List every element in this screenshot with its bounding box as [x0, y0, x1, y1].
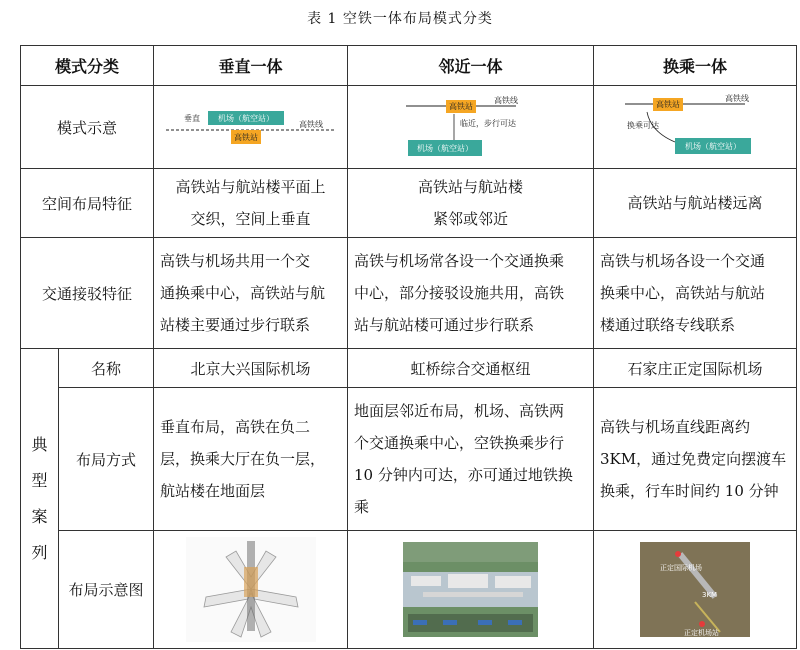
label-char: 典: [31, 434, 48, 454]
schematic-label: 模式示意: [21, 86, 154, 169]
case-diagram-1: [154, 531, 348, 649]
station-map-label: 正定机场站: [684, 629, 720, 637]
header-transfer: 换乘一体: [594, 46, 797, 86]
vertical-tag: 垂直: [183, 114, 200, 123]
schematic-adjacent: [348, 86, 594, 169]
schematic-vertical: [154, 86, 348, 169]
airport-text: 机场（航空站）: [416, 144, 473, 153]
vertical-diagram: [166, 97, 336, 157]
schematic-row: [21, 86, 797, 169]
hsr-text: 高铁站: [233, 133, 258, 142]
rail-line-text: 高铁线: [725, 94, 750, 103]
label-char: 列: [31, 542, 48, 562]
case-diagram-row: [21, 531, 797, 649]
case-name-label: 名称: [59, 349, 154, 388]
transport-c2: [348, 238, 594, 349]
text-line: 交织，空间上垂直: [190, 210, 311, 228]
text-line: 个交通换乘中心，空铁换乘步行: [354, 434, 565, 452]
space-c2: [348, 169, 594, 238]
mode-classification-table: [20, 45, 797, 649]
zhengding-plan-image: [640, 542, 750, 637]
header-vertical: 垂直一体: [154, 46, 348, 86]
hsr-text: 高铁站: [656, 100, 681, 109]
transfer-diagram: [615, 92, 775, 162]
transport-c1: [154, 238, 348, 349]
label-char: 型: [31, 470, 48, 490]
case-name-row: [21, 349, 797, 388]
text-line: 垂直布局，高铁在负二: [160, 418, 311, 436]
text-line: 航站楼在地面层: [160, 482, 266, 500]
schematic-transfer: [594, 86, 797, 169]
transport-label: 交通接驳特征: [21, 238, 154, 349]
case-name-1: 北京大兴国际机场: [154, 349, 348, 388]
case-name-2: 虹桥综合交通枢纽: [348, 349, 594, 388]
space-c1: [154, 169, 348, 238]
hongqiao-plan-image: [403, 542, 538, 637]
text-line: 高铁站与航站楼: [418, 178, 524, 196]
text-line: 站楼主要通过步行联系: [160, 316, 311, 334]
transport-c3: [594, 238, 797, 349]
case-diagram-2: [348, 531, 594, 649]
text-line: 高铁与机场各设一个交通: [600, 252, 766, 270]
case-layout-2: [348, 388, 594, 531]
text-line: 层，换乘大厅在负一层，: [160, 450, 326, 468]
text-line: 乘: [354, 498, 370, 516]
daxing-plan-image: [186, 537, 316, 642]
adjacent-diagram: [386, 92, 556, 162]
space-c3: [594, 169, 797, 238]
header-row: [21, 46, 797, 86]
case-layout-label: 布局方式: [59, 388, 154, 531]
rail-line-text: 高铁线: [298, 120, 323, 129]
cases-vertical-label: [21, 349, 59, 649]
header-adjacent: 邻近一体: [348, 46, 594, 86]
case-diagram-label: 布局示意图: [59, 531, 154, 649]
text-line: 高铁与机场共用一个交: [160, 252, 311, 270]
case-layout-row: [21, 388, 797, 531]
text-line: 高铁与机场常各设一个交通换乘: [354, 252, 565, 270]
text-line: 紧邻或邻近: [433, 210, 509, 228]
text-line: 通换乘中心，高铁站与航: [160, 284, 326, 302]
text-line: 中心，部分接驳设施共用，高铁: [354, 284, 565, 302]
transfer-note: 换乘可达: [627, 121, 660, 130]
case-layout-1: [154, 388, 348, 531]
transport-row: [21, 238, 797, 349]
text-line: 站与航站楼可通过步行联系: [354, 316, 535, 334]
text-line: 10 分钟内可达，亦可通过地铁换: [354, 466, 573, 484]
distance-map-label: 3KM: [702, 591, 718, 599]
text-line: 地面层邻近布局，机场、高铁两: [354, 402, 565, 420]
case-diagram-3: [594, 531, 797, 649]
airport-map-label: 正定国际机场: [660, 564, 703, 572]
table-caption: 表 1 空铁一体布局模式分类: [307, 11, 493, 27]
airport-text: 机场（航空站）: [685, 142, 742, 151]
text-line: 换乘中心，高铁站与航站: [600, 284, 766, 302]
space-layout-label: 空间布局特征: [21, 169, 154, 238]
space-layout-row: [21, 169, 797, 238]
text-line: 楼通过联络专线联系: [600, 316, 736, 334]
header-mode-category: 模式分类: [21, 46, 154, 86]
text-line: 高铁站与航站楼平面上: [175, 178, 326, 196]
hsr-text: 高铁站: [448, 102, 473, 111]
rail-line-text: 高铁线: [493, 96, 518, 105]
text-line: 换乘，行车时间约 10 分钟: [600, 482, 779, 500]
case-name-3: 石家庄正定国际机场: [594, 349, 797, 388]
airport-text: 机场（航空站）: [217, 114, 274, 123]
text-line: 3KM，通过免费定向摆渡车: [600, 450, 787, 468]
text-line: 高铁与机场直线距离约: [600, 418, 751, 436]
text-line: 高铁站与航站楼远离: [627, 194, 763, 212]
case-layout-3: [594, 388, 797, 531]
link-note: 临近，步行可达: [459, 119, 516, 128]
label-char: 案: [31, 506, 48, 526]
